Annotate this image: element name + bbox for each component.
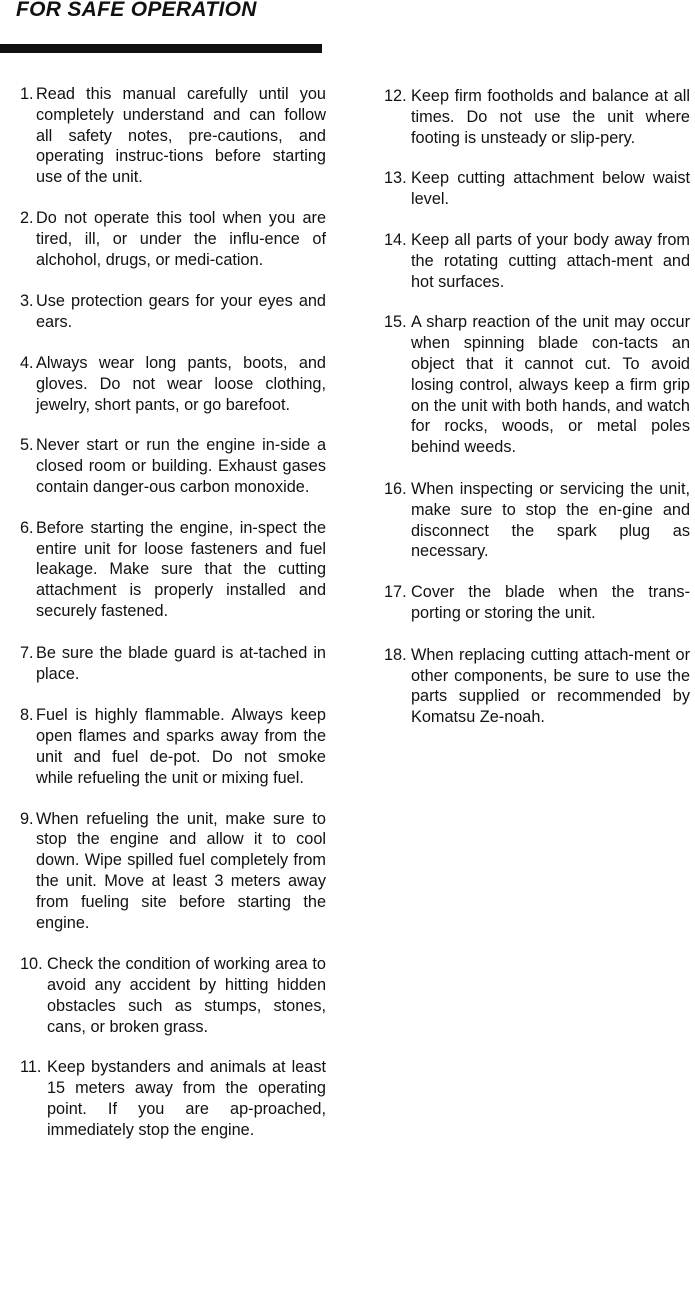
item-number: 3. [20,292,34,311]
item-text: Cover the blade when the trans-porting or storing the unit. [411,583,690,622]
item-text: Always wear long pants, boots, and gloves. Do not wear loose clothing, jewelry, short pants, or go barefoot. [36,353,326,414]
item-text: Use protection gears for your eyes and ears. [36,292,326,332]
safety-item-18 [384,645,690,728]
safety-item-6 [20,518,326,622]
title-underline-rule [0,44,322,53]
item-number: 13. [384,169,407,188]
safety-item-12 [384,86,690,148]
item-number: 15. [384,313,407,332]
item-text: Never start or run the engine in-side a closed room or building. Exhaust gases contain danger-ous carbon monoxide. [36,436,326,496]
item-number: 18. [384,645,407,664]
item-text: Keep cutting attachment below waist level. [411,169,690,209]
item-text: Keep firm footholds and balance at all times. Do not use the unit where footing is unsteady or slip-pery. [411,87,690,147]
right-column [384,86,690,728]
item-number: 5. [20,436,34,455]
item-text: Before starting the engine, in-spect the entire unit for loose fasteners and fuel leakage. Make sure that the cutting attachment is properly installed and securely fastened. [36,518,326,620]
safety-item-7 [20,643,326,685]
item-text: Be sure the blade guard is at-tached in place. [36,643,326,683]
item-text: A sharp reaction of the unit may occur when spinning blade con-tacts an object that it cannot cut. To avoid losing control, always keep a firm grip on the unit with both hands, and watch for rocks, woods, or metal poles behind weeds. [411,313,690,457]
safety-item-13 [384,168,690,210]
item-text: Read this manual carefully until you completely understand and can follow all safety notes, pre-cautions, and operating instruc-tions before starting use of the unit. [36,85,326,187]
item-number: 14. [384,230,407,249]
item-text: Do not operate this tool when you are tired, ill, or under the influ-ence of alchohol, drugs, or medi-cation. [36,208,326,269]
item-number: 4. [20,353,34,372]
item-number: 1. [20,85,34,103]
item-number: 12. [384,87,407,105]
page-title: FOR SAFE OPERATION [16,0,257,21]
safety-item-16 [384,479,690,562]
item-text: Keep bystanders and animals at least 15 meters away from the operating point. If you are ap-proached, immediately stop the engine. [47,1058,326,1139]
safety-item-17 [384,582,690,624]
item-number: 6. [20,518,34,537]
safety-item-14 [384,230,690,292]
item-text: When refueling the unit, make sure to stop the engine and allow it to cool down. Wipe spilled fuel completely from the unit. Move at least 3 meters away from fueling site before starting the engine. [36,809,326,932]
item-text: Fuel is highly flammable. Always keep open flames and sparks away from the unit and fuel de-pot. Do not smoke while refueling the unit or mixing fuel. [36,706,326,787]
safety-item-4 [20,353,326,415]
safety-item-15 [384,312,690,458]
safety-item-2 [20,208,326,270]
item-number: 17. [384,583,407,602]
item-text: Keep all parts of your body away from the rotating cutting attach-ment and hot surfaces. [411,230,690,291]
safety-item-9 [20,809,326,934]
item-text: When replacing cutting attach-ment or other components, be sure to use the parts supplied or recommended by Komatsu Ze-noah. [411,645,690,727]
safety-item-1 [20,84,326,188]
safety-item-3 [20,291,326,333]
safety-item-10 [20,954,326,1037]
safety-item-11 [20,1057,326,1140]
item-number: 10. [20,955,43,974]
item-number: 9. [20,809,34,828]
item-text: When inspecting or servicing the unit, make sure to stop the en-gine and disconnect the spark plug as necessary. [411,479,690,561]
item-number: 2. [20,208,34,227]
item-number: 16. [384,479,407,498]
item-number: 7. [20,643,34,662]
left-column [20,84,326,1141]
item-number: 8. [20,706,34,725]
safety-item-5 [20,435,326,497]
item-number: 11. [20,1058,42,1077]
item-text: Check the condition of working area to avoid any accident by hitting hidden obstacles such as stumps, stones, cans, or broken grass. [47,955,326,1036]
safety-item-8 [20,705,326,788]
